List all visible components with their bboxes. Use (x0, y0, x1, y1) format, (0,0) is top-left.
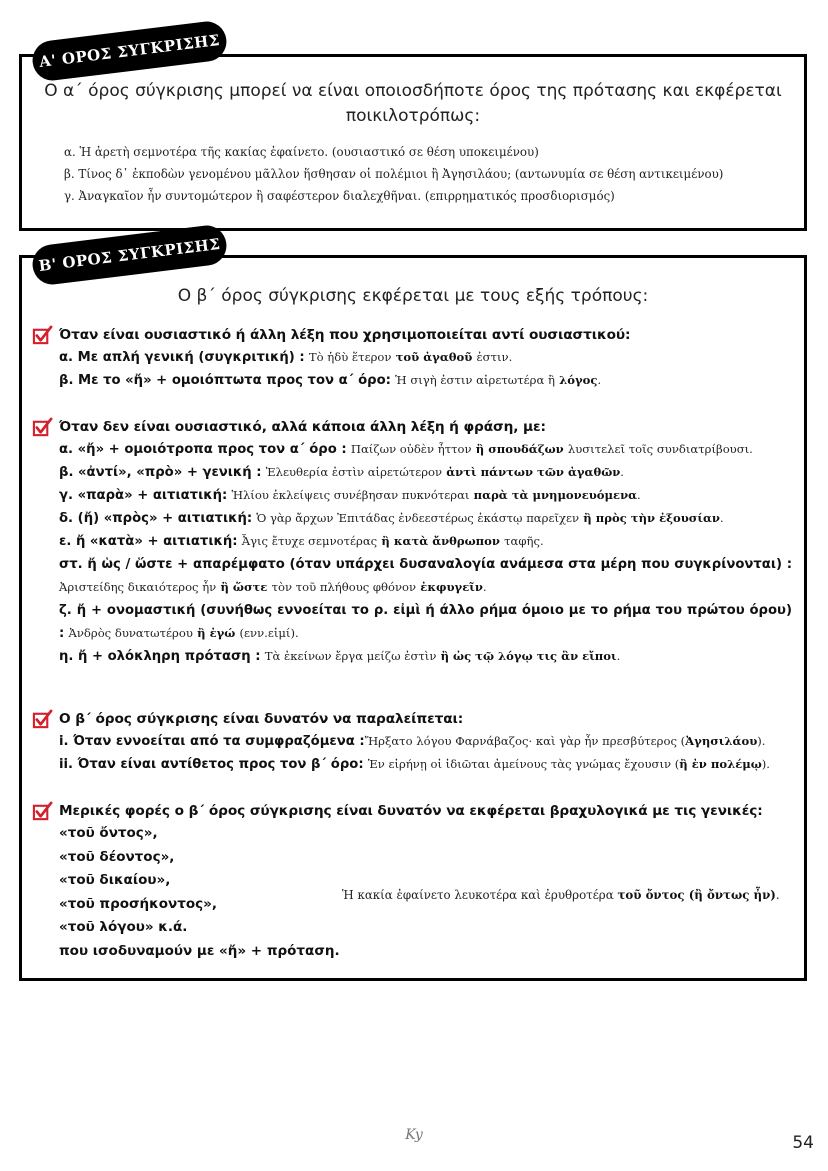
list-item: α. «ἤ» + ομοιότροπα προς τον α΄ όρο : Παίζων οὐδὲν ἧττον ἢ σπουδάζων λυσιτελεῖ τοῖς συνδιατρίβουσι. (59, 442, 753, 457)
list-item: στ. ἤ ὡς / ὥστε + απαρέμφατο (όταν υπάρχει δυσαναλογία ανάμεσα στα μέρη που συγκρίνονται) : Ἀριστείδης δικαιότερος ἦν ἢ ὥστε τὸν τοῦ πλήθους φθόνον ἐκφυγεῖν. (59, 557, 792, 594)
block-heading: Όταν είναι ουσιαστικό ή άλλη λέξη που χρησιμοποιείται αντί ουσιαστικού: (32, 324, 792, 346)
section-a-examples (64, 141, 794, 207)
block-brachylogy (32, 800, 792, 963)
logo (397, 1120, 431, 1154)
list-item: «τοῦ δικαίου», (59, 872, 171, 888)
block-heading: Μερικές φορές ο β΄ όρος σύγκρισης είναι δυνατόν να εκφέρεται βραχυλογικά με τις γενικές: (32, 800, 792, 822)
logo-text: Ky (405, 1127, 423, 1143)
example-line: α. Ἡ ἀρετὴ σεμνοτέρα τῆς κακίας ἐφαίνετο. (ουσιαστικό σε θέση υποκειμένου) (64, 145, 539, 159)
block-heading: Ο β΄ όρος σύγκρισης είναι δυνατόν να παραλείπεται: (32, 708, 792, 730)
list-item: «τοῦ προσήκοντος», (59, 895, 217, 912)
list-item: δ. (ἤ) «πρὸς» + αιτιατική: Ὁ γὰρ ἄρχων Ἐπιτάδας ἐνδεεστέρως ἑκάστῳ παρεῖχεν ἢ πρὸς τὴν ἐξουσίαν. (59, 511, 724, 526)
list-item: i. Όταν εννοείται από τα συμφραζόμενα :Ἤρξατο λόγου Φαρνάβαζος· καὶ γὰρ ἦν πρεσβύτερος (Ἀγησιλάου). (59, 734, 766, 749)
list-item: ζ. ἤ + ονομαστική (συνήθως εννοείται το ρ. εἰμὶ ή άλλο ρήμα όμοιο με το ρήμα του πρώτου όρου) : Ἀνδρὸς δυνατωτέρου ἢ ἐγώ (ενν.εἰμί). (59, 603, 792, 641)
section-b-box (19, 255, 807, 981)
list-item: ii. Όταν είναι αντίθετος προς τον β΄ όρο: Ἐν εἰρήνῃ οἱ ἰδιῶται ἀμείνους τὰς γνώμας ἔχουσιν (ἢ ἐν πολέμῳ). (59, 757, 770, 772)
list-item: ε. ἤ «κατὰ» + αιτιατική: Ἆγις ἔτυχε σεμνοτέρας ἢ κατὰ ἄνθρωπον ταφῆς. (59, 534, 544, 549)
block-items (32, 730, 792, 776)
section-b-title: Β' ΟΡΟΣ ΣΥΓΚΡΙΣΗΣ (37, 234, 222, 276)
example-line: γ. Ἀναγκαῖον ἦν συντομώτερον ἢ σαφέστερον διαλεχθῆναι. (επιρρηματικός προσδιορισμός) (64, 189, 615, 203)
list-item: η. ἤ + ολόκληρη πρόταση : Τὰ ἐκείνων ἔργα μείζω ἐστὶν ἢ ὡς τῷ λόγῳ τις ἂν εἴποι. (59, 649, 621, 664)
checkbox-checked-icon (32, 417, 53, 438)
section-a-title: Α' ΟΡΟΣ ΣΥΓΚΡΙΣΗΣ (38, 30, 221, 72)
section-a-intro-line2: ποικιλοτρόπως: (345, 106, 481, 126)
list-item: β. Με το «ἤ» + ομοιόπτωτα προς τον α΄ όρο: Ἡ σιγὴ ἐστιν αἱρετωτέρα ἢ λόγος. (59, 373, 602, 388)
list-item: που ισοδυναμούν με «ἤ» + πρόταση. (59, 942, 340, 959)
list-item: α. Με απλή γενική (συγκριτική) : Τὸ ἡδὺ ἕτερον τοῦ ἀγαθοῦ ἐστιν. (59, 350, 513, 365)
checkbox-checked-icon (32, 325, 53, 346)
block-noun (32, 324, 792, 392)
list-item: «τοῦ ὄντος», (59, 825, 158, 841)
list-item: «τοῦ λόγου» κ.ά. (59, 919, 188, 935)
section-a-intro-line1: Ο α΄ όρος σύγκρισης μπορεί να είναι οποιοσδήποτε όρος της πρότασης και εκφέρεται (44, 81, 782, 101)
brachylogy-example: Ἡ κακία ἐφαίνετο λευκοτέρα καὶ ἐρυθροτέρα τοῦ ὄντος (ἢ ὄντως ἦν). (342, 888, 780, 902)
section-a-box (19, 54, 807, 231)
checkbox-checked-icon (32, 709, 53, 730)
checkbox-checked-icon (32, 801, 53, 822)
block-items (32, 346, 792, 392)
example-line: β. Τίνος δ᾽ ἐκποδὼν γενομένου μᾶλλον ἥσθησαν οἱ πολέμιοι ἢ Ἀγησιλάου; (αντωνυμία σε θέση αντικειμένου) (64, 167, 724, 181)
block-non-noun (32, 416, 792, 668)
block-heading: Όταν δεν είναι ουσιαστικό, αλλά κάποια άλλη λέξη ή φράση, με: (32, 416, 792, 438)
list-item: γ. «παρὰ» + αιτιατική: Ἡλίου ἐκλείψεις συνέβησαν πυκνότεραι παρὰ τὰ μνημονευόμενα. (59, 488, 641, 503)
section-b-intro: Ο β΄ όρος σύγκρισης εκφέρεται με τους εξής τρόπους: (177, 286, 649, 306)
page-number: 54 (792, 1133, 814, 1153)
block-items (32, 438, 792, 668)
section-a-intro (22, 79, 804, 129)
list-item: «τοῦ δέοντος», (59, 848, 175, 865)
list-item: β. «ἀντί», «πρὸ» + γενική : Ἐλευθερία ἐστὶν αἱρετώτερον ἀντὶ πάντων τῶν ἀγαθῶν. (59, 465, 624, 480)
block-omission (32, 708, 792, 776)
